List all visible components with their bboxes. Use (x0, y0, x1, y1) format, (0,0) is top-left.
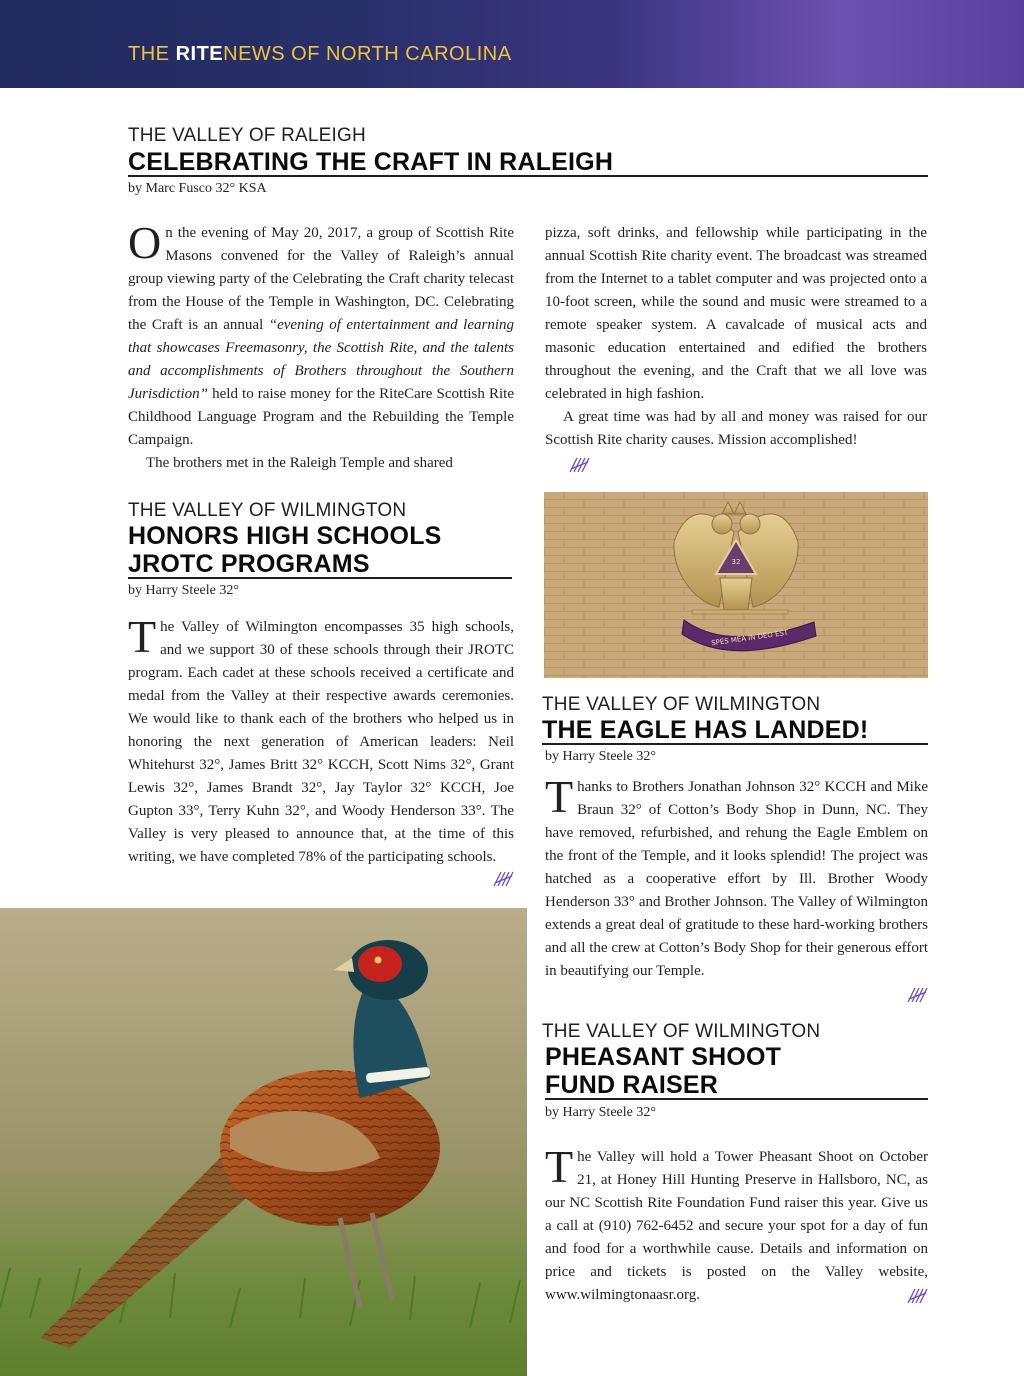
eagle-kicker: THE VALLEY OF WILMINGTON (542, 694, 821, 715)
end-mark-icon (906, 986, 928, 1004)
eagle-body (545, 771, 928, 983)
jrotc-headline (128, 522, 512, 579)
end-mark-icon (492, 870, 514, 888)
pheasant-illustration (0, 908, 527, 1376)
jrotc-kicker: THE VALLEY OF WILMINGTON (128, 500, 407, 521)
raleigh-dropcap: O (128, 222, 162, 268)
jrotc-headline-line-1: HONORS HIGH SCHOOLS (128, 522, 442, 550)
pheasant-headline (545, 1043, 928, 1100)
raleigh-p2-start: The brothers met in the Raleigh Temple and shared (146, 455, 453, 471)
eagle-p1: hanks to Brothers Jonathan Johnson 32° KCCH and Mike Braun 32° of Cotton’s Body Shop in Dunn, NC. They have removed, refurbished, and rehung the Eagle Emblem on the front of the Temple, and it looks splendid! The project was hatched as a cooperative effort by Ill. Brother Woody Henderson 33° and Brother Johnson. The Valley of Wilmington extends a great deal of gratitude to these hard-working brothers and all the crew at Cotton’s Body Shop for their generous effort in beautifying our Temple. (545, 779, 928, 979)
eagle-emblem-illustration (544, 492, 928, 678)
pheasant-headline-line-2: FUND RAISER (545, 1071, 719, 1099)
pheasant-p1: he Valley will hold a Tower Pheasant Shoot on October 21, at Honey Hill Hunting Preserve in Hallsboro, NC, as our NC Scottish Rite Foundation Fund raiser this year. Give us a call at (910) 762-6452 and secure your spot for a day of fun and food for a worthwhile cause. Details and information on price and tickets is posted on the Valley website, www.wilmingtonaasr.org. (545, 1149, 928, 1303)
jrotc-p1: he Valley of Wilmington encompasses 35 high schools, and we support 30 of these schools through their JROTC program. Each cadet at these schools received a certificate and medal from the Valley at their respective awards ceremonies. We would like to thank each of the brothers who helped us in honoring the next generation of American leaders: Neil Whitehurst 32°, James Britt 32° KCCH, Scott Nims 32°, Grant Lewis 32°, James Brandt 32°, Jay Taylor 32° KCCH, Joe Gupton 33°, Terry Kuhn 32°, and Woody Henderson 33°. The Valley is very pleased to announce that, at the time of this writing, we have completed 78% of the participating schools. (128, 619, 514, 865)
raleigh-p2-continued: pizza, soft drinks, and fellowship while participating in the annual Scottish Rite charity event. The broadcast was streamed from the Internet to a tablet computer and was projected onto a 10-foot screen, while the sound and music were streamed to a remote speaker system. A cavalcade of musical acts and masonic education entertained and edified the brothers throughout the evening, and the Craft that we all love was celebrated in high fashion. (545, 225, 927, 402)
raleigh-byline: by Marc Fusco 32° KSA (128, 181, 267, 196)
pheasant-byline: by Harry Steele 32° (545, 1105, 656, 1120)
title-rite: RITE (175, 43, 224, 65)
jrotc-body (128, 611, 514, 869)
eagle-dropcap: T (545, 771, 574, 822)
raleigh-p3: A great time was had by all and money was raised for our Scottish Rite charity causes. Mission accomplished! (545, 409, 927, 448)
raleigh-p1-text: n the evening of May 20, 2017, a group of Scottish Rite Masons convened for the Valley of Raleigh’s annual group viewing party of the Celebrating the Craft charity telecast from the House of the Temple in Washington, DC. Celebrating the Craft is an annual (128, 225, 514, 333)
jrotc-dropcap: T (128, 611, 157, 662)
raleigh-p1-quote: “evening of entertainment and learning that showcases Freemasonry, the Scottish Rite, and the talents and accomplishments of Brothers throughout the Southern Jurisdiction” (128, 317, 514, 402)
eagle-byline: by Harry Steele 32° (545, 749, 656, 764)
eagle-emblem-photo (544, 492, 928, 678)
pheasant-body (545, 1141, 928, 1307)
jrotc-byline: by Harry Steele 32° (128, 583, 239, 598)
raleigh-column-1 (128, 222, 514, 476)
raleigh-column-2-text (545, 222, 927, 452)
raleigh-kicker: THE VALLEY OF RALEIGH (128, 125, 366, 146)
title-rest: NEWS OF NORTH CAROLINA (223, 43, 512, 65)
raleigh-p1-tail: held to raise money for the RiteCare Scottish Rite Childhood Language Program and the Rebuilding the Temple Campaign. (128, 386, 514, 448)
pheasant-dropcap: T (545, 1141, 574, 1192)
emblem-motto: SPES MEA IN DEO EST (710, 628, 789, 648)
masthead-banner (0, 0, 1024, 88)
publication-title (128, 43, 512, 66)
pheasant-kicker: THE VALLEY OF WILMINGTON (542, 1021, 821, 1042)
pheasant-headline-line-1: PHEASANT SHOOT (545, 1043, 782, 1071)
pheasant-photo (0, 908, 527, 1376)
end-mark-icon (568, 456, 590, 474)
eagle-headline: THE EAGLE HAS LANDED! (542, 716, 928, 745)
jrotc-headline-line-2: JROTC PROGRAMS (128, 550, 370, 578)
raleigh-headline: CELEBRATING THE CRAFT IN RALEIGH (128, 148, 928, 177)
title-the: THE (128, 43, 176, 65)
emblem-degree: 32 (731, 558, 741, 566)
end-mark-icon (906, 1287, 928, 1305)
